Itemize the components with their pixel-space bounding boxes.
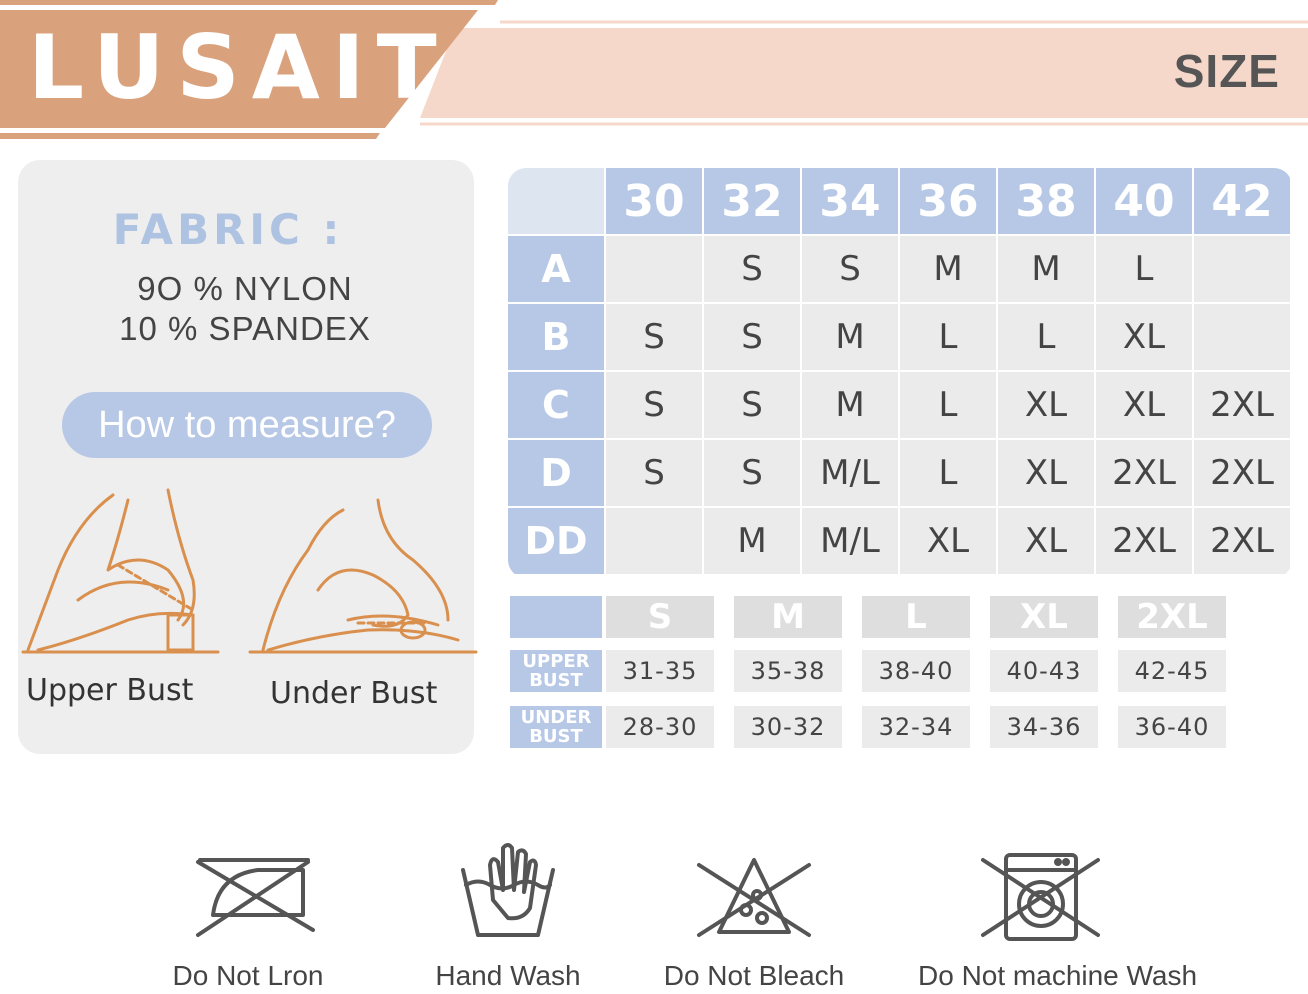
fabric-label: FABRIC : — [112, 205, 344, 254]
size-cell: S — [704, 304, 800, 370]
under-bust-caption: Under Bust — [270, 676, 438, 711]
size-cell: XL — [998, 508, 1094, 574]
size-cell: XL — [998, 440, 1094, 506]
size-cell: S — [704, 236, 800, 302]
size-cell: S — [802, 236, 898, 302]
measure-illustration — [18, 480, 478, 660]
header-banner — [0, 0, 1308, 140]
care-label: Do Not machine Wash — [918, 960, 1198, 991]
care-item-no-machine-wash — [918, 840, 1198, 991]
care-item-no-iron — [118, 840, 378, 990]
size-cell: L — [900, 440, 996, 506]
size-cell: 2XL — [1194, 508, 1290, 574]
section-title: SIZE — [1173, 45, 1280, 97]
size-cell: L — [998, 304, 1094, 370]
size-cell: XL — [1096, 304, 1192, 370]
cup-header: A — [508, 236, 604, 302]
cup-header: D — [508, 440, 604, 506]
measure-row-label-line: UPPER — [522, 651, 590, 672]
size-cell: M — [998, 236, 1094, 302]
size-cell: 2XL — [1194, 440, 1290, 506]
size-cell: S — [606, 440, 702, 506]
measure-value: 42-45 — [1118, 650, 1226, 692]
measure-size-header: S — [606, 596, 714, 638]
band-header: 40 — [1096, 168, 1192, 234]
size-cell: S — [704, 372, 800, 438]
size-cell: M — [802, 372, 898, 438]
size-cell — [1194, 304, 1290, 370]
measure-corner — [510, 596, 602, 638]
size-cell: 2XL — [1096, 440, 1192, 506]
care-label: Do Not Lron — [172, 960, 324, 991]
cup-header: B — [508, 304, 604, 370]
size-cell: L — [1096, 236, 1192, 302]
measure-size-header: M — [734, 596, 842, 638]
no-iron-icon — [118, 840, 378, 950]
measure-size-header: 2XL — [1118, 596, 1226, 638]
bra-size-chart — [508, 168, 1292, 578]
measure-row-label — [510, 650, 602, 692]
size-cell: XL — [998, 372, 1094, 438]
no-machine-wash-icon — [918, 840, 1178, 950]
size-cell: S — [704, 440, 800, 506]
brand-logo: LUSAIT — [28, 16, 449, 119]
size-cell — [606, 236, 702, 302]
band-header: 30 — [606, 168, 702, 234]
size-cell: L — [900, 372, 996, 438]
measure-value: 28-30 — [606, 706, 714, 748]
measure-row-label-line: BUST — [529, 670, 583, 691]
how-to-measure-button[interactable]: How to measure? — [62, 392, 432, 458]
fabric-composition-spandex: 10 % SPANDEX — [119, 310, 371, 347]
measure-row-label-line: UNDER — [520, 707, 592, 728]
no-bleach-icon — [624, 840, 884, 950]
size-cell: L — [900, 304, 996, 370]
band-header: 32 — [704, 168, 800, 234]
cup-header: C — [508, 372, 604, 438]
size-cell: M/L — [802, 440, 898, 506]
size-cell: M — [802, 304, 898, 370]
size-cell: M — [704, 508, 800, 574]
size-cell: S — [606, 372, 702, 438]
fabric-composition-nylon: 9O % NYLON — [137, 270, 353, 307]
hand-wash-icon — [378, 840, 638, 950]
measure-value: 31-35 — [606, 650, 714, 692]
care-item-no-bleach — [624, 840, 884, 990]
size-cell — [606, 508, 702, 574]
chart-corner — [508, 168, 604, 234]
care-label: Do Not Bleach — [663, 960, 845, 991]
care-item-hand-wash — [378, 840, 638, 990]
cup-header: DD — [508, 508, 604, 574]
band-header: 38 — [998, 168, 1094, 234]
upper-bust-caption: Upper Bust — [26, 673, 194, 708]
measure-row-label-line: BUST — [529, 726, 583, 747]
size-cell: XL — [900, 508, 996, 574]
measure-size-header: L — [862, 596, 970, 638]
measure-value: 34-36 — [990, 706, 1098, 748]
size-cell — [1194, 236, 1290, 302]
size-cell: 2XL — [1194, 372, 1290, 438]
measure-value: 38-40 — [862, 650, 970, 692]
band-header: 36 — [900, 168, 996, 234]
size-cell: S — [606, 304, 702, 370]
measure-value: 36-40 — [1118, 706, 1226, 748]
size-cell: XL — [1096, 372, 1192, 438]
measure-value: 32-34 — [862, 706, 970, 748]
care-label: Hand Wash — [435, 960, 581, 991]
measure-value: 30-32 — [734, 706, 842, 748]
size-cell: M — [900, 236, 996, 302]
measure-row-label — [510, 706, 602, 748]
measure-value: 40-43 — [990, 650, 1098, 692]
band-header: 42 — [1194, 168, 1290, 234]
measure-size-header: XL — [990, 596, 1098, 638]
measure-value: 35-38 — [734, 650, 842, 692]
band-header: 34 — [802, 168, 898, 234]
size-cell: 2XL — [1096, 508, 1192, 574]
size-cell: M/L — [802, 508, 898, 574]
